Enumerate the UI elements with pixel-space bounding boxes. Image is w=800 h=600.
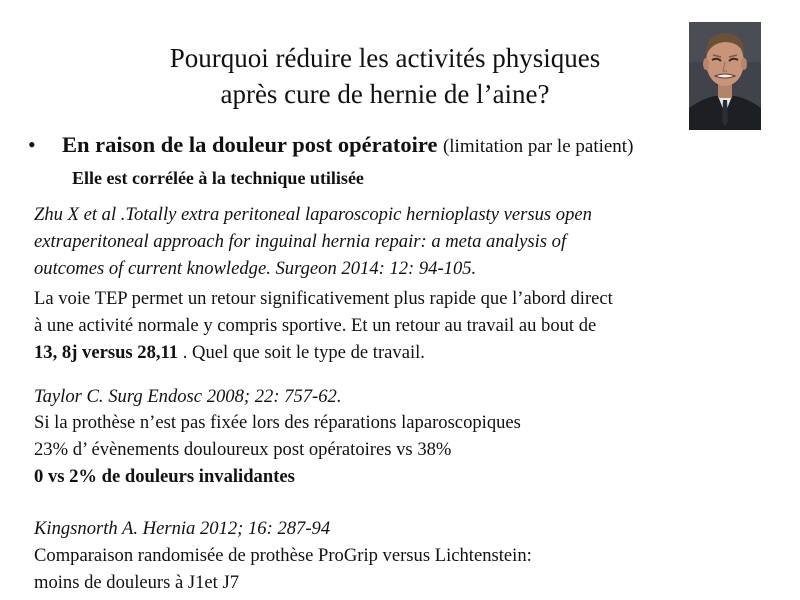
title-line-2: après cure de hernie de l’aine? [220,79,550,109]
tep-text-rest: . Quel que soit le type de travail. [178,342,425,363]
zhu-reference-line-1: Zhu X et al .Totally extra peritoneal laparoscopic hernioplasty versus open [34,204,592,225]
slide-title [100,40,670,112]
kingsnorth-line-1: Comparaison randomisée de prothèse ProGrip versus Lichtenstein: [34,545,532,566]
zhu-reference-line-2: extraperitoneal approach for inguinal hernia repair: a meta analysis of [34,231,567,252]
tep-text-line-2: à une activité normale y compris sportive. Et un retour au travail au bout de [34,315,597,336]
bullet-note: (limitation par le patient) [442,136,634,157]
kingsnorth-reference: Kingsnorth A. Hernia 2012; 16: 287-94 [34,518,331,539]
tep-text-line-1: La voie TEP permet un retour significativement plus rapide que l’abord direct [34,288,613,309]
bullet-marker: • [28,132,36,157]
subheading: Elle est corrélée à la technique utilisée [72,168,364,188]
taylor-line-2: 23% d’ évènements douloureux post opératoires vs 38% [34,439,452,460]
bullet-heading: En raison de la douleur post opératoire [62,132,438,157]
grimacing-man-illustration [689,22,761,130]
grimacing-man-photo [689,22,761,130]
title-line-1: Pourquoi réduire les activités physiques [169,43,601,73]
taylor-reference: Taylor C. Surg Endosc 2008; 22: 757-62. [34,386,342,407]
taylor-line-3: 0 vs 2% de douleurs invalidantes [34,466,295,487]
tep-text-line-3 [34,342,425,364]
bullet-point [28,132,633,158]
taylor-line-1: Si la prothèse n’est pas fixée lors des réparations laparoscopiques [34,412,521,433]
zhu-reference-line-3: outcomes of current knowledge. Surgeon 2014: 12: 94-105. [34,258,477,279]
tep-bold-figures: 13, 8j versus 28,11 [34,342,179,363]
kingsnorth-line-2: moins de douleurs à J1et J7 [34,572,240,593]
